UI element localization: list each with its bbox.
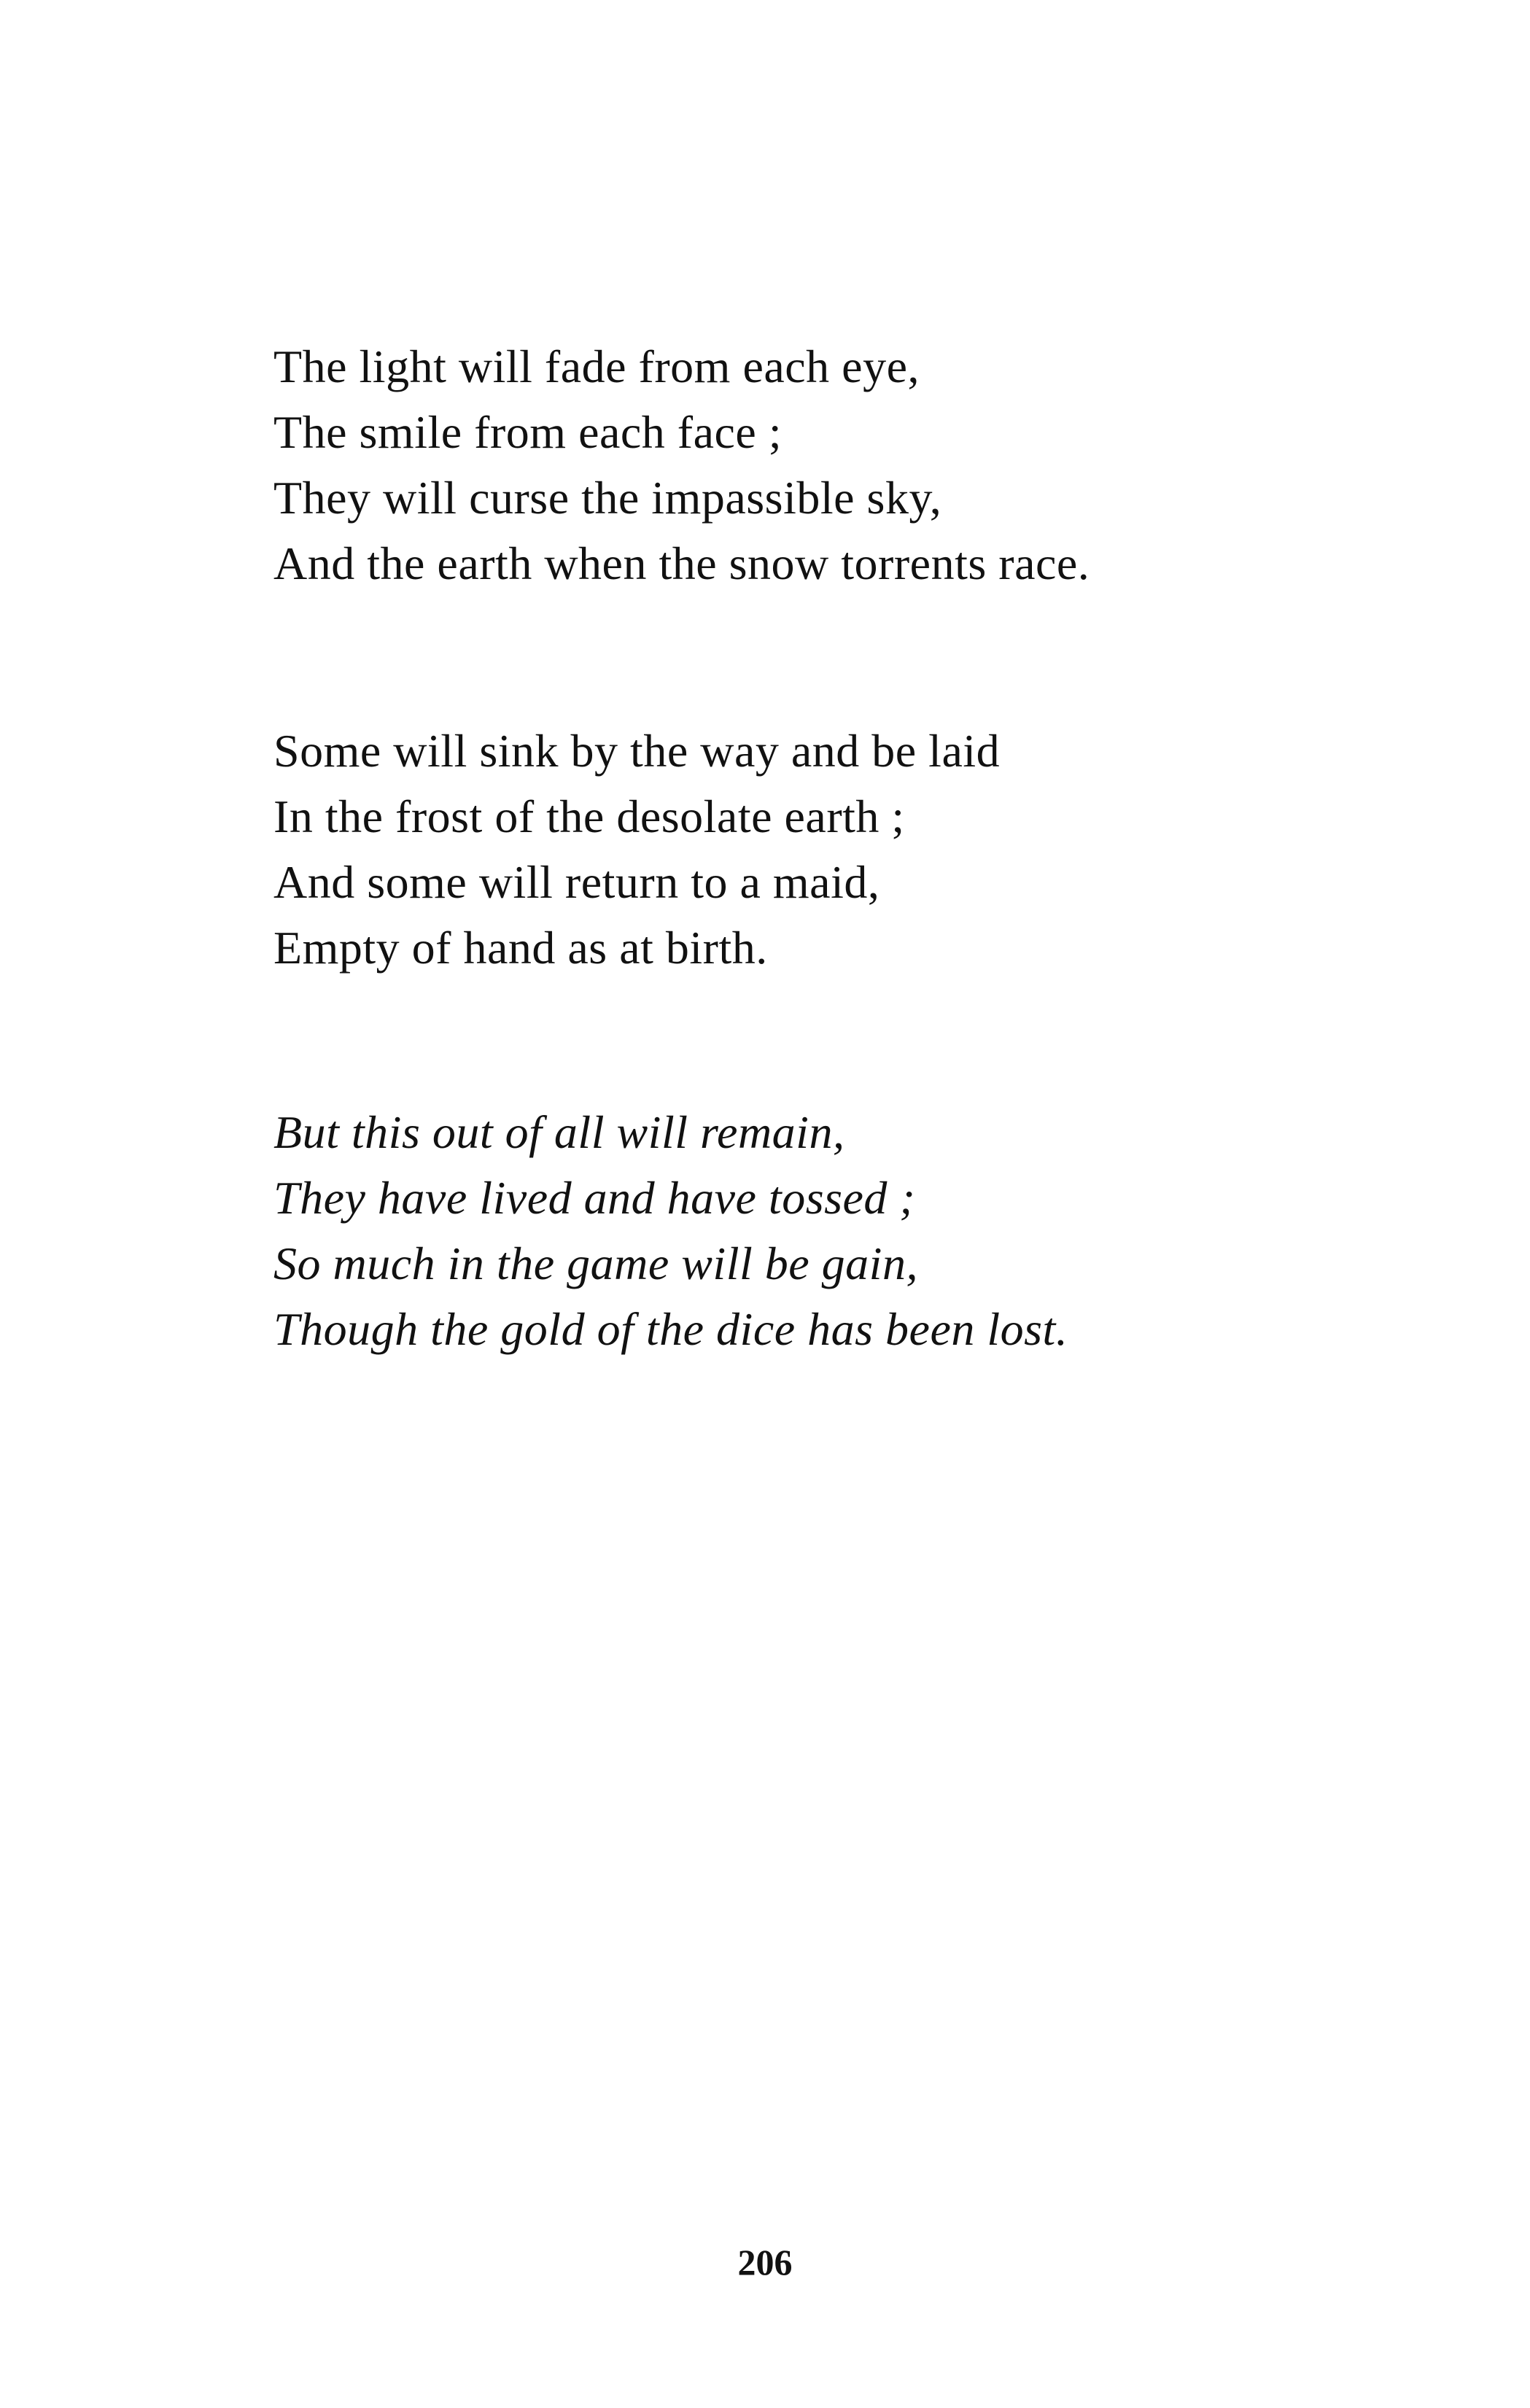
poem-line: They will curse the impassible sky, <box>273 472 942 524</box>
stanza-1 <box>273 334 1367 597</box>
page-number: 206 <box>737 2242 793 2283</box>
poem-line: The smile from each face ; <box>273 406 783 458</box>
poem-line: They have lived and have tossed ; <box>273 1172 916 1224</box>
poem-line: So much in the game will be gain, <box>273 1238 918 1289</box>
poem-line: But this out of all will remain, <box>273 1106 845 1158</box>
poem-line: And the earth when the snow torrents race. <box>273 537 1090 589</box>
poem-line: Though the gold of the dice has been lost. <box>273 1303 1068 1355</box>
poem-line: Empty of hand as at birth. <box>273 922 768 974</box>
poem-line: And some will return to a maid, <box>273 856 880 908</box>
poem-line: Some will sink by the way and be laid <box>273 725 1001 777</box>
stanza-3-italic <box>273 1100 1367 1362</box>
poem-line: The light will fade from each eye, <box>273 341 920 392</box>
stanza-2 <box>273 718 1367 981</box>
poem-line: In the frost of the desolate earth ; <box>273 791 905 842</box>
